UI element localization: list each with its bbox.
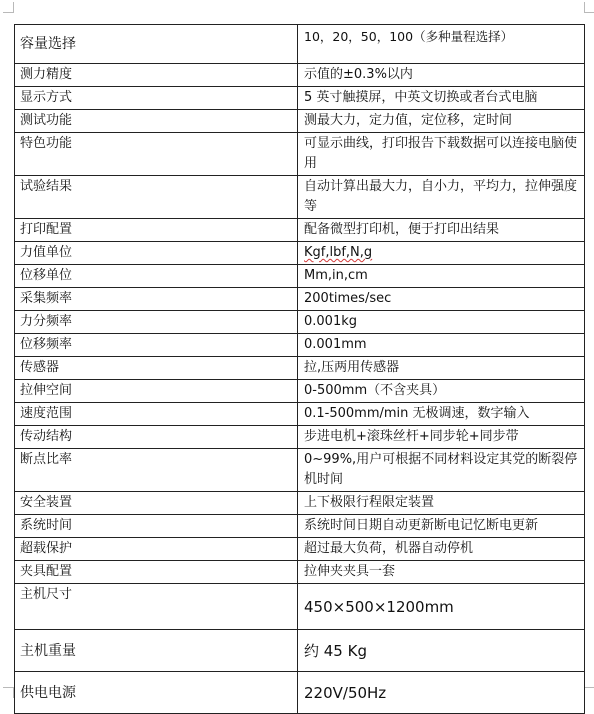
spec-label: 夹具配置 bbox=[15, 561, 298, 584]
spec-label: 拉伸空间 bbox=[15, 380, 298, 403]
table-row bbox=[15, 311, 585, 334]
page-corner-mark bbox=[584, 687, 594, 698]
spec-label: 力值单位 bbox=[15, 242, 298, 265]
spec-value: 上下极限行程限定装置 bbox=[298, 492, 585, 515]
spellcheck-underlined-text: Kgf,lbf,N,g bbox=[304, 245, 373, 260]
spec-value: 配备微型打印机，便于打印出结果 bbox=[298, 219, 585, 242]
table-row bbox=[15, 357, 585, 380]
spec-label: 传感器 bbox=[15, 357, 298, 380]
table-row bbox=[15, 538, 585, 561]
spec-label: 传动结构 bbox=[15, 426, 298, 449]
spec-label: 供电电源 bbox=[15, 672, 298, 714]
page-corner-mark bbox=[584, 2, 594, 13]
table-row bbox=[15, 561, 585, 584]
spec-label: 主机重量 bbox=[15, 630, 298, 672]
spec-value: 10，20，50，100（多种量程选择） bbox=[298, 25, 585, 64]
table-row bbox=[15, 630, 585, 672]
spec-value: 测最大力，定力值，定位移，定时间 bbox=[298, 110, 585, 133]
spec-value: 拉,压两用传感器 bbox=[298, 357, 585, 380]
spec-value: 450×500×1200mm bbox=[298, 584, 585, 630]
spec-label: 系统时间 bbox=[15, 515, 298, 538]
table-row bbox=[15, 265, 585, 288]
spec-label: 安全装置 bbox=[15, 492, 298, 515]
spec-label: 位移频率 bbox=[15, 334, 298, 357]
spec-label: 显示方式 bbox=[15, 87, 298, 110]
spec-label: 打印配置 bbox=[15, 219, 298, 242]
spec-value: 超过最大负荷，机器自动停机 bbox=[298, 538, 585, 561]
page-corner-mark bbox=[3, 687, 14, 698]
table-row bbox=[15, 492, 585, 515]
spec-label: 特色功能 bbox=[15, 133, 298, 176]
table-row bbox=[15, 219, 585, 242]
table-row bbox=[15, 672, 585, 714]
table-row bbox=[15, 133, 585, 176]
spec-value: 0-500mm（不含夹具） bbox=[298, 380, 585, 403]
table-row bbox=[15, 25, 585, 64]
table-row bbox=[15, 64, 585, 87]
table-row bbox=[15, 242, 585, 265]
spec-value: 系统时间日期自动更新断电记忆断电更新 bbox=[298, 515, 585, 538]
spec-label: 测力精度 bbox=[15, 64, 298, 87]
spec-value: 0.001kg bbox=[298, 311, 585, 334]
spec-value: 0~99%,用户可根据不同材料设定其党的断裂停机时间 bbox=[298, 449, 585, 492]
spec-value: 拉伸夹夹具一套 bbox=[298, 561, 585, 584]
table-row bbox=[15, 449, 585, 492]
table-row bbox=[15, 334, 585, 357]
spec-value: 可显示曲线，打印报告下载数据可以连接电脑使用 bbox=[298, 133, 585, 176]
spec-value: 5 英寸触摸屏，中英文切换或者台式电脑 bbox=[298, 87, 585, 110]
spec-value: 220V/50Hz bbox=[298, 672, 585, 714]
table-row bbox=[15, 584, 585, 630]
spec-label: 超载保护 bbox=[15, 538, 298, 561]
spec-label: 断点比率 bbox=[15, 449, 298, 492]
spec-value: 约 45 Kg bbox=[298, 630, 585, 672]
spec-label: 测试功能 bbox=[15, 110, 298, 133]
page-corner-mark bbox=[3, 2, 14, 13]
spec-value: Mm,in,cm bbox=[298, 265, 585, 288]
table-row bbox=[15, 110, 585, 133]
spec-value: 示值的±0.3%以内 bbox=[298, 64, 585, 87]
spec-label: 采集频率 bbox=[15, 288, 298, 311]
table-row bbox=[15, 87, 585, 110]
spec-label: 位移单位 bbox=[15, 265, 298, 288]
table-row bbox=[15, 403, 585, 426]
spec-value: 200times/sec bbox=[298, 288, 585, 311]
spec-table bbox=[14, 24, 585, 714]
spec-label: 力分频率 bbox=[15, 311, 298, 334]
spec-value: 0.1-500mm/min 无极调速，数字输入 bbox=[298, 403, 585, 426]
spec-value: 0.001mm bbox=[298, 334, 585, 357]
table-row bbox=[15, 288, 585, 311]
spec-value bbox=[298, 242, 585, 265]
spec-label: 主机尺寸 bbox=[15, 584, 298, 630]
spec-value: 自动计算出最大力，自小力，平均力，拉伸强度等 bbox=[298, 176, 585, 219]
table-row bbox=[15, 176, 585, 219]
table-row bbox=[15, 515, 585, 538]
spec-label: 容量选择 bbox=[15, 25, 298, 64]
spec-value: 步进电机+滚珠丝杆+同步轮+同步带 bbox=[298, 426, 585, 449]
spec-label: 试验结果 bbox=[15, 176, 298, 219]
table-row bbox=[15, 426, 585, 449]
table-row bbox=[15, 380, 585, 403]
spec-label: 速度范围 bbox=[15, 403, 298, 426]
